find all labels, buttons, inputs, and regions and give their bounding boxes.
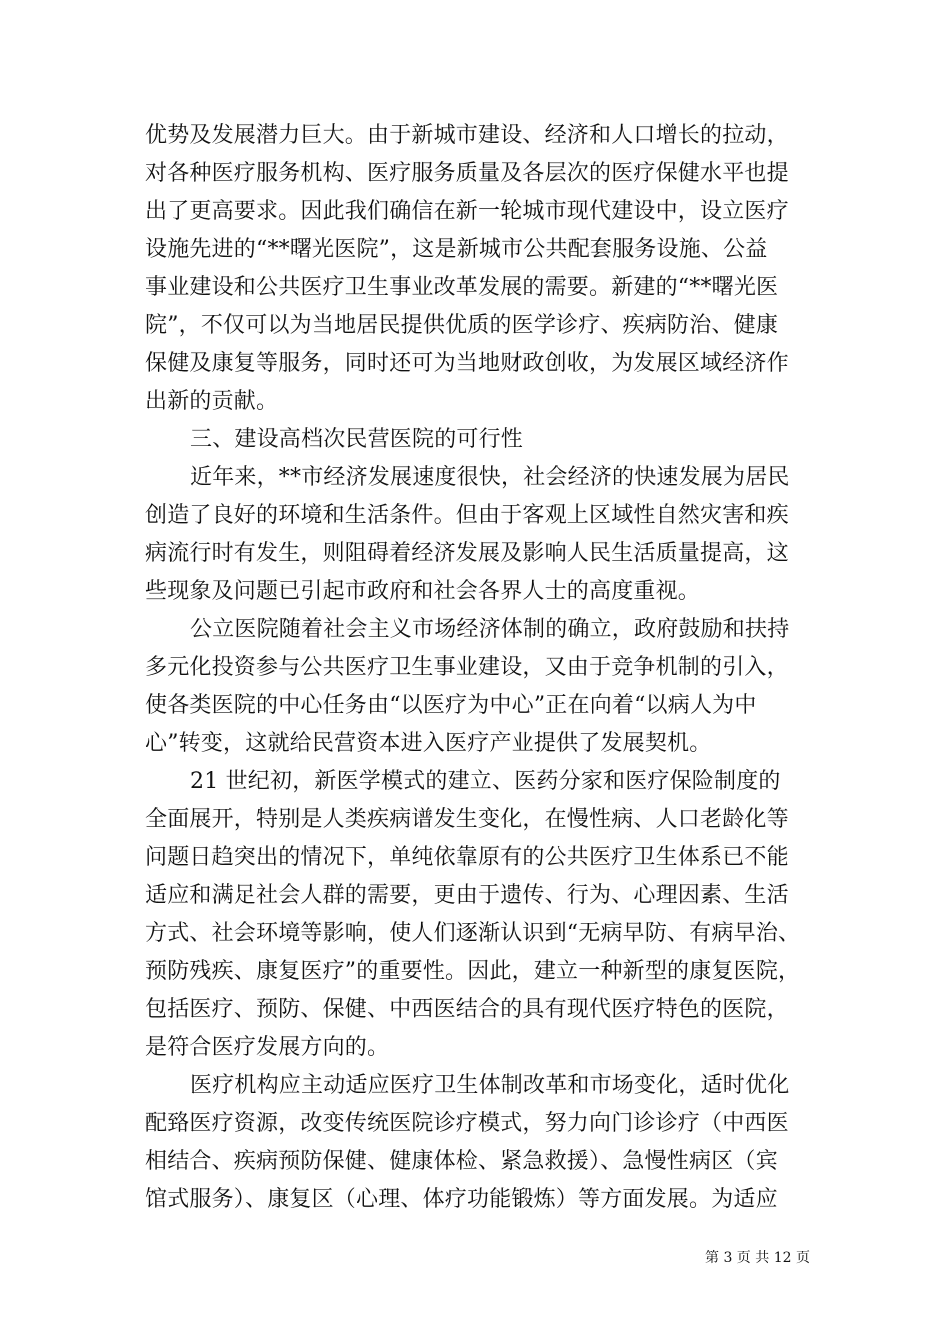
text-line: 创造了良好的环境和生活条件。但由于客观上区域性自然灾害和疾 [145, 503, 789, 528]
text-line: 医疗机构应主动适应医疗卫生体制改革和市场变化，适时优化 [190, 1073, 790, 1098]
text-line: 是符合医疗发展方向的。 [145, 1035, 390, 1060]
text-line: 多元化投资参与公共医疗卫生事业建设，又由于竞争机制的引入， [145, 655, 789, 680]
text-line: 对各种医疗服务机构、医疗服务质量及各层次的医疗保健水平也提 [145, 161, 789, 186]
text-line: 包括医疗、预防、保健、中西医结合的具有现代医疗特色的医院， [145, 997, 789, 1022]
text-line: 近年来，**市经济发展速度很快，社会经济的快速发展为居民 [190, 465, 790, 490]
text-line: 馆式服务）、康复区（心理、体疗功能锻炼）等方面发展。为适应 [145, 1187, 778, 1212]
text-line: 事业建设和公共医疗卫生事业改革发展的需要。新建的“**曙光医 [145, 275, 779, 300]
text-line: 心”转变，这就给民营资本进入医疗产业提供了发展契机。 [145, 731, 712, 756]
text-line: 院”，不仅可以为当地居民提供优质的医学诊疗、疾病防治、健康 [145, 313, 779, 338]
text-line: 21 世纪初，新医学模式的建立、医药分家和医疗保险制度的 [190, 769, 781, 794]
text-line: 病流行时有发生，则阻碍着经济发展及影响人民生活质量提高，这 [145, 541, 789, 566]
text-line: 保健及康复等服务，同时还可为当地财政创收，为发展区域经济作 [145, 351, 789, 376]
text-line: 出了更高要求。因此我们确信在新一轮城市现代建设中，设立医疗 [145, 199, 789, 224]
text-line: 预防残疾、康复医疗”的重要性。因此，建立一种新型的康复医院， [145, 959, 801, 984]
text-line: 配臵医疗资源，改变传统医院诊疗模式，努力向门诊诊疗（中西医 [145, 1111, 789, 1136]
text-line: 相结合、疾病预防保健、健康体检、紧急救援）、急慢性病区（宾 [145, 1149, 778, 1174]
text-line: 出新的贡献。 [145, 389, 279, 414]
text-line: 设施先进的“**曙光医院”，这是新城市公共配套服务设施、公益 [145, 237, 768, 262]
text-line: 些现象及问题已引起市政府和社会各界人士的高度重视。 [145, 579, 701, 604]
text-line: 方式、社会环境等影响，使人们逐渐认识到“无病早防、有病早治、 [145, 921, 801, 946]
text-line: 使各类医院的中心任务由“以医疗为中心”正在向着“以病人为中 [145, 693, 757, 718]
text-line: 优势及发展潜力巨大。由于新城市建设、经济和人口增长的拉动， [145, 123, 789, 148]
page-number: 第 3 页 共 12 页 [705, 1250, 810, 1266]
text-line: 全面展开，特别是人类疾病谱发生变化，在慢性病、人口老龄化等 [145, 807, 789, 832]
text-line: 公立医院随着社会主义市场经济体制的确立，政府鼓励和扶持 [190, 617, 790, 642]
text-line: 适应和满足社会人群的需要，更由于遗传、行为、心理因素、生活 [145, 883, 789, 908]
section-heading: 三、建设高档次民营医院的可行性 [190, 427, 524, 452]
text-line: 问题日趋突出的情况下，单纯依靠原有的公共医疗卫生体系已不能 [145, 845, 789, 870]
